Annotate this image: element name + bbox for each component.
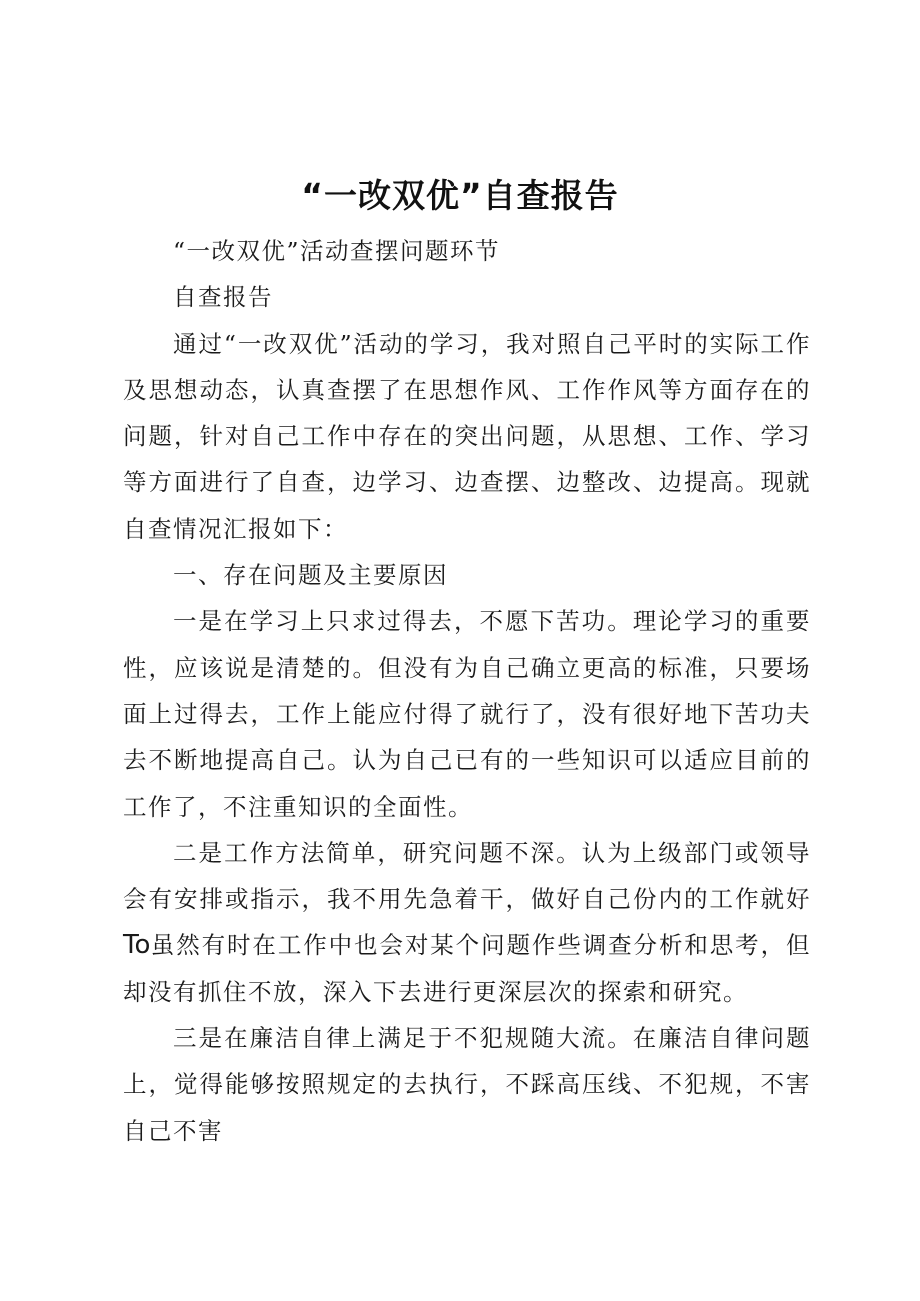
point-two-text-end: 虽然有时在工作中也会对某个问题作些调查分析和思考，但却没有抓住不放，深入下去进行更深层次的探索和研究。 [123, 931, 811, 1006]
section-heading: 一、存在问题及主要原因 [173, 561, 448, 590]
document-title: “一改双优”自查报告 [301, 176, 619, 215]
point-two-latin-fragment: To [123, 930, 151, 961]
report-label: 自查报告 [173, 283, 273, 312]
document-body [123, 228, 811, 1154]
point-three-paragraph: 三是在廉洁自律上满足于不犯规随大流。在廉洁自律问题上，觉得能够按照规定的去执行，不踩高压线、不犯规，不害自己不害 [123, 1024, 811, 1145]
point-two-text-start: 二是工作方法简单，研究问题不深。认为上级部门或领导会有安排或指示，我不用先急着干，做好自己份内的工作就好 [123, 838, 811, 914]
intro-paragraph: 通过“一改双优”活动的学习，我对照自己平时的实际工作及思想动态，认真查摆了在思想作风、工作作风等方面存在的问题，针对自己工作中存在的突出问题，从思想、工作、学习等方面进行了自查，边学习、边查摆、边整改、边提高。现就自查情况汇报如下： [123, 329, 811, 543]
point-one-paragraph: 一是在学习上只求过得去，不愿下苦功。理论学习的重要性，应该说是清楚的。但没有为自己确立更高的标准，只要场面上过得去，工作上能应付得了就行了，没有很好地下苦功夫去不断地提高自己。认为自己已有的一些知识可以适应目前的工作了，不注重知识的全面性。 [123, 607, 811, 821]
point-two-paragraph [123, 830, 811, 1015]
subtitle: “一改双优”活动查摆问题环节 [173, 237, 501, 265]
